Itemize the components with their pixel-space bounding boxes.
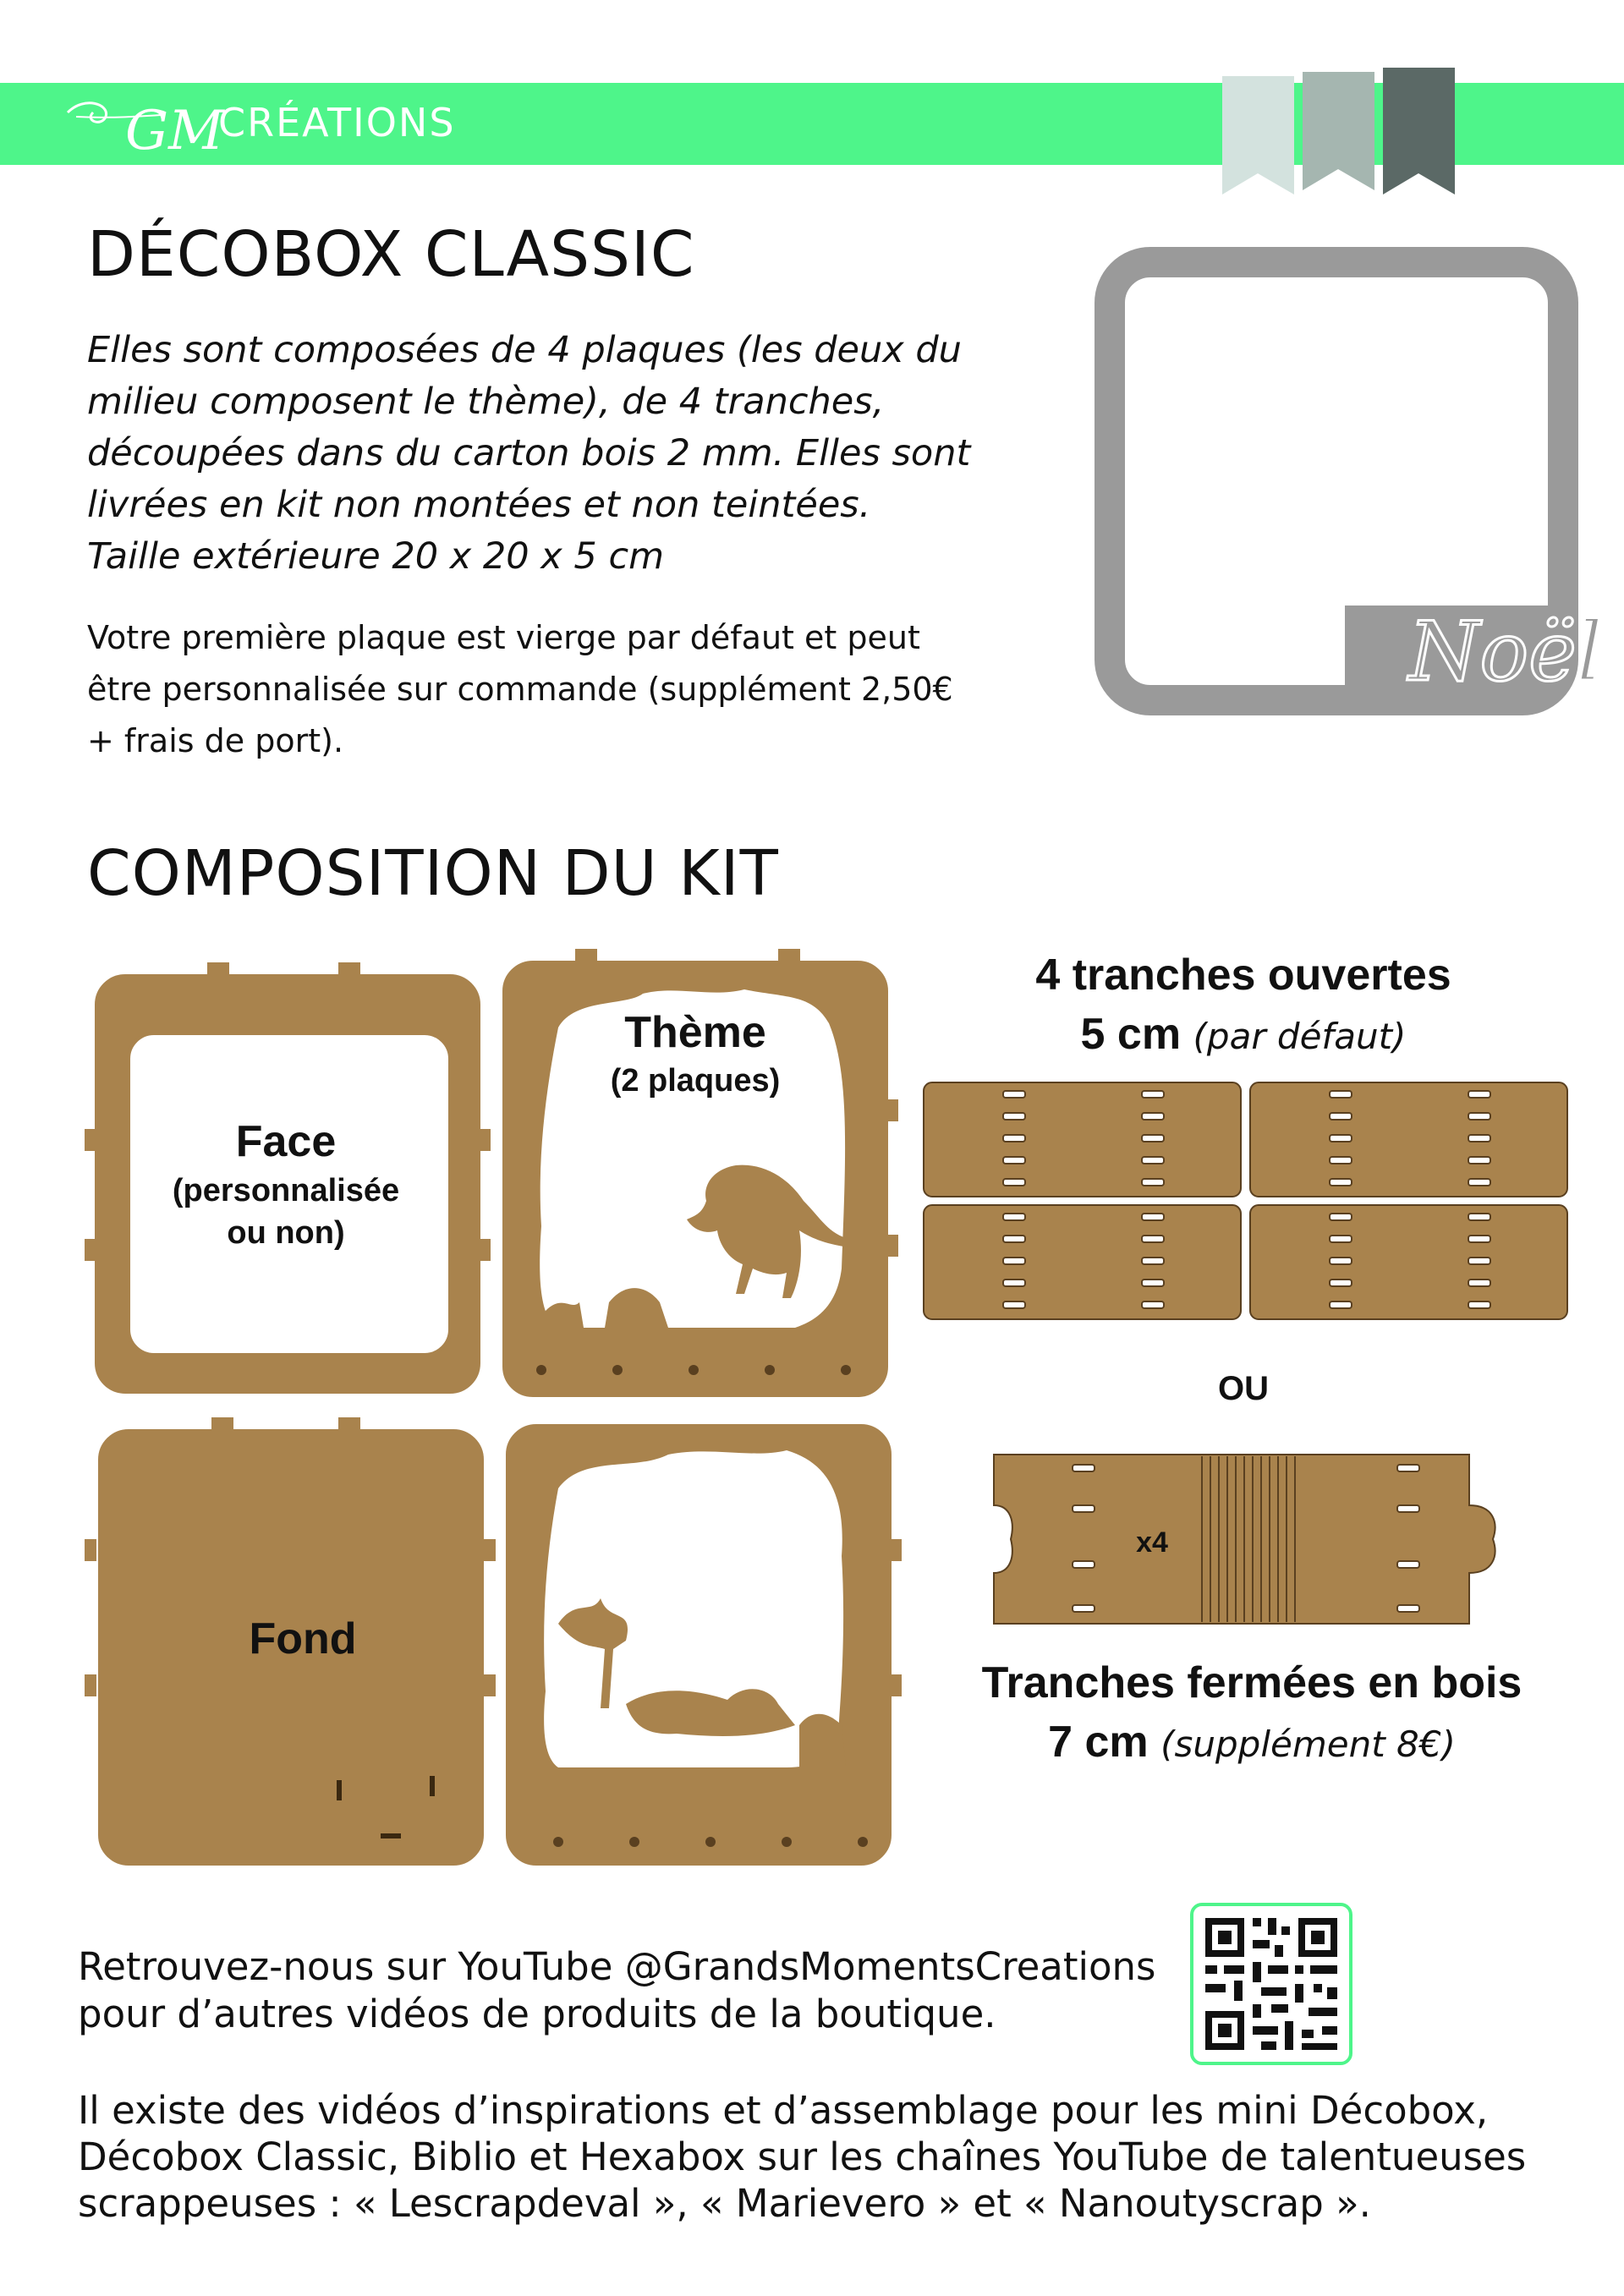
videos-paragraph [78, 2087, 1526, 2227]
page-title: DÉCOBOX CLASSIC [87, 218, 695, 291]
logo-text: CRÉATIONS [218, 100, 456, 145]
personalization-note [87, 612, 1060, 767]
open-note: (par défaut) [1193, 1016, 1407, 1057]
theme-sub: (2 plaques) [610, 1063, 781, 1099]
closed-size: 7 cm [1048, 1718, 1149, 1767]
youtube-line-2: pour d’autres vidéos de produits de la boutique. [78, 1992, 996, 2036]
youtube-line-1: Retrouvez-nous sur YouTube @GrandsMomentsCreations [78, 1944, 1156, 1989]
qr-code-icon[interactable] [1190, 1903, 1352, 2065]
fond-label: Fond [249, 1614, 357, 1663]
youtube-promo [78, 1943, 1156, 2038]
logo-initials: GM [125, 100, 224, 162]
intro-line: milieu composent le thème), de 4 tranches, [87, 381, 885, 423]
intro-line: découpées dans du carton bois 2 mm. Elles sont [87, 432, 971, 474]
face-sub-line-2: ou non) [227, 1215, 345, 1251]
intro-paragraph [87, 325, 1060, 583]
videos-line: Décobox Classic, Biblio et Hexabox sur les chaînes YouTube de talentueuses [78, 2134, 1527, 2179]
closed-tranche [994, 1455, 1495, 1624]
kit-title: COMPOSITION DU KIT [87, 837, 779, 910]
note-line: être personnalisée sur commande (supplément 2,50€ [87, 671, 953, 708]
banner-flags-icon [1218, 68, 1472, 203]
intro-line: Taille extérieure 20 x 20 x 5 cm [87, 535, 664, 578]
open-size: 5 cm [1080, 1010, 1182, 1059]
note-line: Votre première plaque est vierge par défaut et peut [87, 619, 920, 656]
face-sub-line-1: (personnalisée [172, 1173, 400, 1208]
intro-line: livrées en kit non montées et non teintées. [87, 484, 871, 526]
noel-frame-illustration [1100, 250, 1603, 711]
closed-count: x4 [1136, 1526, 1168, 1559]
face-plate [85, 962, 491, 1395]
note-line: + frais de port). [87, 722, 344, 759]
fond-plate [85, 1417, 496, 1867]
closed-tranches-title: Tranches fermées en bois [981, 1658, 1522, 1707]
videos-line: scrappeuses : « Lescrapdeval », « Marievero » et « Nanoutyscrap ». [78, 2181, 1371, 2226]
theme-plate-1 [501, 949, 898, 1399]
closed-tranches-size [922, 1712, 1582, 1774]
theme-label: Thème [624, 1008, 766, 1057]
or-separator: OU [1218, 1370, 1269, 1407]
closed-note: (supplément 8€) [1160, 1723, 1456, 1765]
theme-plate-2 [504, 1422, 902, 1867]
open-tranches-size [930, 1005, 1556, 1066]
face-label: Face [235, 1117, 337, 1166]
intro-line: Elles sont composées de 4 plaques (les deux du [87, 329, 962, 371]
videos-line: Il existe des vidéos d’inspirations et d’assemblage pour les mini Décobox, [78, 2088, 1489, 2133]
open-tranches-title: 4 tranches ouvertes [1035, 951, 1451, 1000]
frame-word-noel: Noël [1408, 605, 1603, 699]
